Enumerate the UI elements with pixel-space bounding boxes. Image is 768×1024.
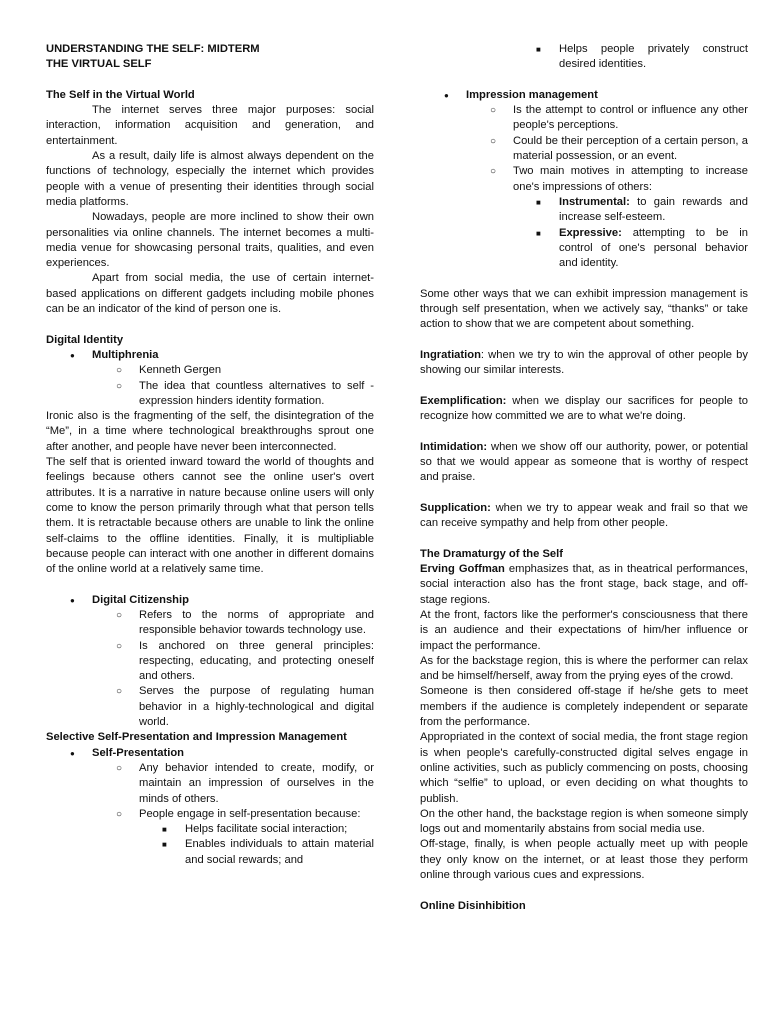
definition: : when we try to win the approval of other people by showing our similar interests. [420,348,748,377]
list-item-text: Serves the purpose of regulating human behavior in a highly-technological and digital world. [139,685,374,729]
list-item-text: Kenneth Gergen [139,364,222,377]
tactic-paragraph [420,348,748,379]
bullet-circle-icon [116,684,122,699]
bullet-square-icon [162,837,167,852]
list-item [420,42,748,73]
list-item-text: Is anchored on three general principles: respecting, educating, and protecting oneself and others. [139,639,374,683]
list-item [46,761,374,807]
paragraph: Appropriated in the context of social media, the front stage region is when people's carefully-constructed digital selves engage in online activities, such as publicly commencing on posts, choosing which “selfie” to upload, or even deciding on what thoughts to publish. [420,731,748,805]
section-heading-digital-identity: Digital Identity [46,333,124,346]
list-item [46,608,374,639]
bullet-circle-icon [490,103,496,118]
bullet-disc-icon [70,348,75,363]
paragraph: The self that is oriented inward toward the world of thoughts and feelings because others cannot see the online user's overt attributes. It is a narrative in nature because online users will only come to know the person primarily through what that person tells them. It is retractable because others are unable to link the online self-claims to the offline identities. Finally, it is multipliable because people can interact with one another in different domains of the online world at a relatively same time. [46,456,374,576]
list-item-text: Helps people privately construct desired identities. [559,43,748,71]
bullet-square-icon [536,195,541,210]
bullet-disc-icon [70,746,75,761]
bullet-circle-icon [490,134,496,149]
list-item [46,593,374,608]
definition: when we show off our authority, power, or potential so that we would appear as someone that is worthy of respect and praise. [420,440,748,484]
bullet-square-icon [536,42,541,57]
list-item [46,837,374,868]
term: Ingratiation [420,348,481,361]
tactic-paragraph [420,501,748,532]
paragraph: Someone is then considered off-stage if he/she gets to meet members if the audience is completely independent or separate from the performance. [420,685,748,729]
intro-text: emphasizes that, as in theatrical performances, social interaction also has the front stage, back stage, and off-stage regions. [420,563,748,606]
section-heading-online-disinhibition: Online Disinhibition [420,899,526,912]
bullet-square-icon [536,226,541,241]
definition: to gain rewards and increase self-esteem. [559,195,748,224]
list-item [420,195,748,226]
list-item [420,164,748,195]
bullet-circle-icon [116,363,122,378]
bullet-square-icon [162,822,167,837]
paragraph: At the front, factors like the performer's consciousness that there is an audience and their expectations of him/her influence or impact the performance. [420,608,748,652]
bullet-circle-icon [116,639,122,654]
term: Instrumental: [559,195,630,208]
list-item [46,822,374,837]
paragraph: Ironic also is the fragmenting of the self, the disintegration of the “Me”, in a time where technological breakthroughs sprout one after another, and people have never been interconnected. [46,410,374,453]
bullet-circle-icon [490,164,496,179]
list-item [46,746,374,761]
right-column [420,42,748,914]
list-item-label: Digital Citizenship [92,593,189,606]
list-item-text: Could be their perception of a certain person, a material possession, or an event. [513,134,748,163]
list-item-text: Helps facilitate social interaction; [185,823,348,836]
list-item [420,134,748,165]
paragraph [420,562,748,608]
list-item-text: Refers to the norms of appropriate and responsible behavior towards technology use. [139,608,374,637]
list-item-label: Self-Presentation [92,746,185,759]
list-item [46,348,374,363]
list-item-text: People engage in self-presentation because: [139,807,361,820]
list-item [46,379,374,410]
definition: when we try to appear weak and frail so that we can receive sympathy and help from other people. [420,501,748,530]
document-title: UNDERSTANDING THE SELF: MIDTERM [46,43,260,55]
section-heading-self-presentation: Selective Self-Presentation and Impression Management [46,731,347,744]
section-heading-dramaturgy: The Dramaturgy of the Self [420,547,563,560]
bullet-disc-icon [444,88,449,103]
list-item [420,88,748,103]
document-subtitle: THE VIRTUAL SELF [46,58,152,71]
list-item-text: The idea that countless alternatives to self - expression hinders identity formation. [139,379,374,407]
list-item [46,807,374,822]
tactic-paragraph [420,440,748,486]
list-item-text: Any behavior intended to create, modify, or maintain an impression of ourselves in the minds of others. [139,761,374,805]
bullet-disc-icon [70,593,75,608]
term: Supplication: [420,501,491,514]
left-column [46,42,374,868]
list-item [420,226,748,272]
bullet-circle-icon [116,807,122,822]
list-item [46,639,374,685]
paragraph: Nowadays, people are more inclined to show their own personalities via online channels. The internet becomes a multi-media venue for showcasing personal traits, qualities, and even experiences. [46,211,374,270]
list-item [46,363,374,378]
tactic-paragraph [420,394,748,425]
list-item [46,684,374,730]
list-item-label: Multiphrenia [92,348,159,361]
paragraph: On the other hand, the backstage region is when someone simply logs out and momentarily abstains from social media use. [420,807,748,836]
term: Intimidation: [420,440,488,453]
paragraph: Apart from social media, the use of certain internet-based applications on different gadgets including mobile phones can be an indicator of the kind of person one is. [46,272,374,316]
paragraph: The internet serves three major purposes: social interaction, information acquisition and generation, and entertainment. [46,104,374,147]
term: Expressive: [559,226,622,239]
term: Exemplification: [420,394,507,407]
list-item-text: Is the attempt to control or influence any other people's perceptions. [513,104,748,132]
list-item-text: Two main motives in attempting to increase one's impressions of others: [513,165,748,193]
list-item-label: Impression management [466,88,598,101]
definition: when we display our sacrifices for people to recognize how committed we are to what we're doing. [420,394,748,423]
list-item [420,103,748,134]
section-heading-virtual-world: The Self in the Virtual World [46,88,195,101]
bullet-circle-icon [116,379,122,394]
definition: attempting to be in control of one's personal behavior and identity. [559,226,748,270]
bullet-circle-icon [116,761,122,776]
paragraph: Off-stage, finally, is when people actually meet up with people they only know on the internet, or at least those they perform online through various cues and expressions. [420,838,748,882]
paragraph: Some other ways that we can exhibit impression management is through self presentation, when we actively say, “thanks” or take action to show that we are competent about something. [420,287,748,331]
list-item-text [559,195,748,226]
author-name: Erving Goffman [420,563,505,576]
list-item-text [559,226,748,272]
bullet-circle-icon [116,608,122,623]
list-item-text: Enables individuals to attain material and social rewards; and [185,838,374,866]
paragraph: As a result, daily life is almost always dependent on the functions of technology, especially the internet which provides people with a venue of presenting their identities through social media platforms. [46,150,374,208]
paragraph: As for the backstage region, this is where the performer can relax and be himself/herself, away from the prying eyes of the crowd. [420,654,748,683]
